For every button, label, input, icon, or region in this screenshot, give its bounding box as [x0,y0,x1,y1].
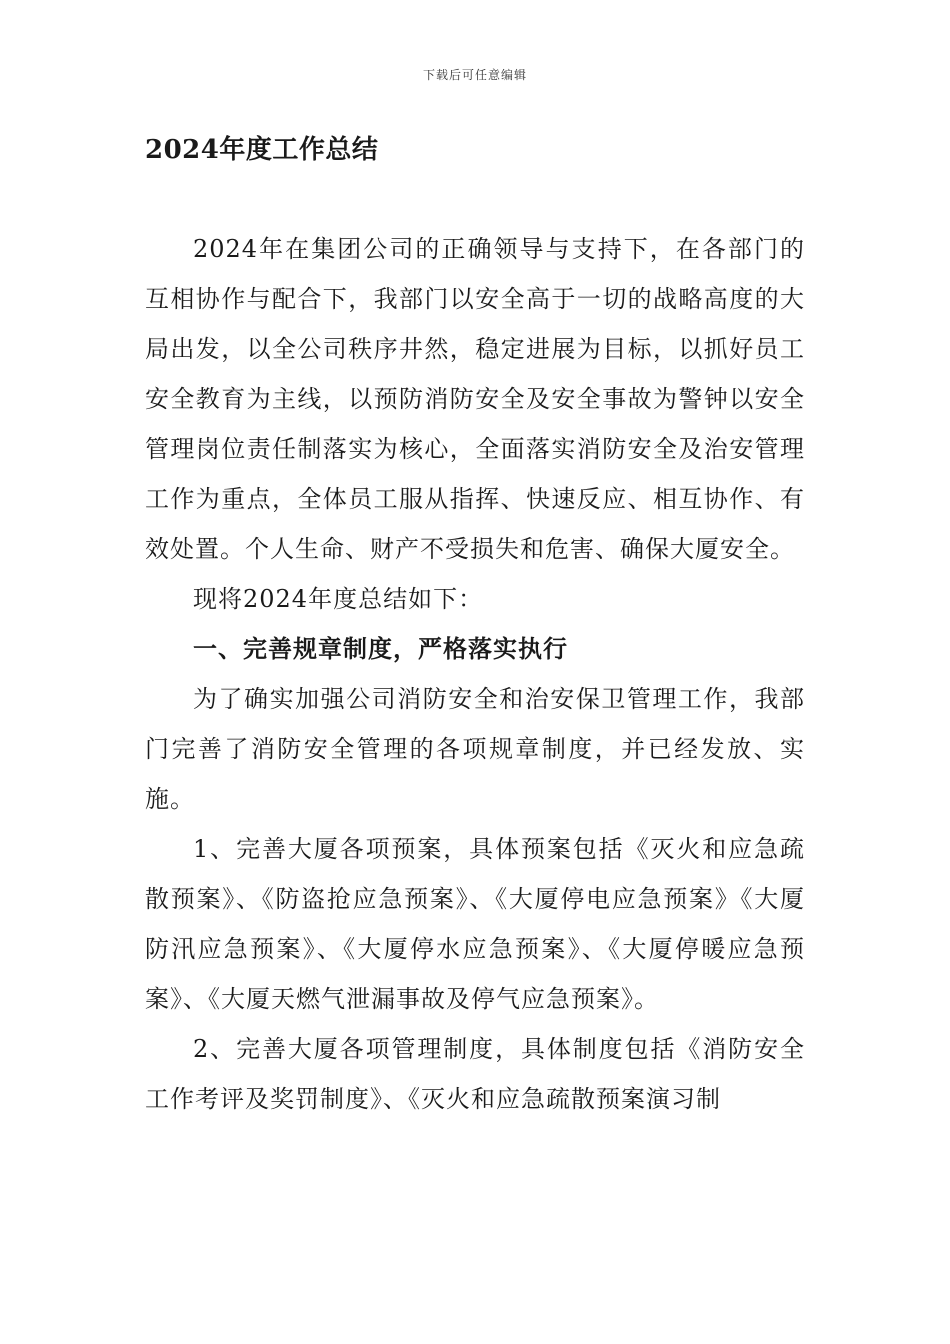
document-body [145,224,805,1124]
paragraph-summary-lead: 现将2024年度总结如下： [193,585,484,613]
document-title: 2024年度工作总结 [145,135,379,165]
page-header-note: 下载后可任意编辑 [422,68,527,82]
paragraph-intro: 2024年在集团公司的正确领导与支持下，在各部门的互相协作与配合下，我部门以安全高于一切的战略高度的大局出发，以全公司秩序井然，稳定进展为目标，以抓好员工安全教育为主线，以预防消防安全及安全事故为警钟以安全管理岗位责任制落实为核心，全面落实消防安全及治安管理工作为重点，全体员工服从指挥、快速反应、相互协作、有效处置。个人生命、财产不受损失和危害、确保大厦安全。 [145,235,805,563]
paragraph-item-2: 2、完善大厦各项管理制度，具体制度包括《消防安全工作考评及奖罚制度》、《灭火和应急疏散预案演习制 [145,1035,805,1113]
paragraph-section-1-intro: 为了确实加强公司消防安全和治安保卫管理工作，我部门完善了消防安全管理的各项规章制度，并已经发放、实施。 [145,685,805,813]
section-heading-1: 一、完善规章制度，严格落实执行 [193,634,568,663]
paragraph-item-1: 1、完善大厦各项预案，具体预案包括《灭火和应急疏散预案》、《防盗抢应急预案》、《大厦停电应急预案》《大厦防汛应急预案》、《大厦停水应急预案》、《大厦停暖应急预案》、《大厦天燃气泄漏事故及停气应急预案》。 [145,835,805,1013]
